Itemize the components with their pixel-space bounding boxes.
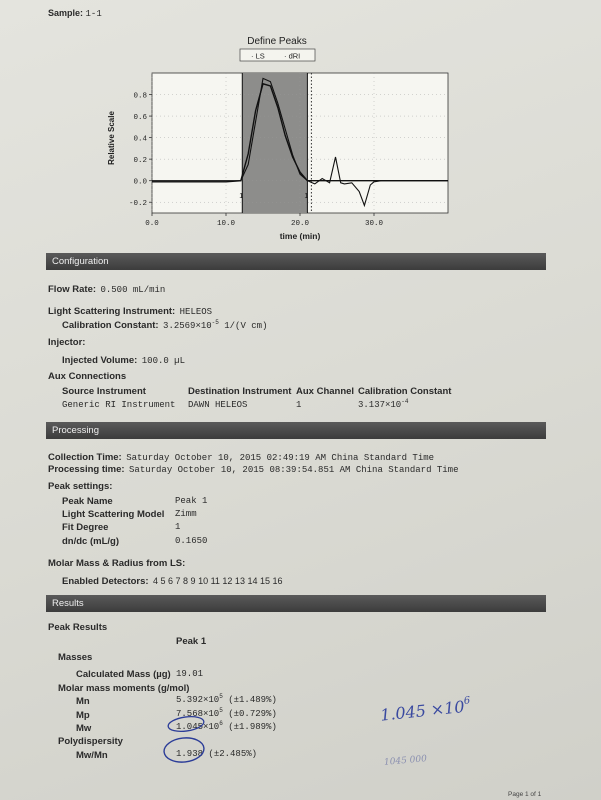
peak-results-label: Peak Results (48, 622, 108, 633)
setting-value: 0.1650 (175, 536, 208, 546)
peak-marker-label: 1 (304, 192, 309, 200)
x-tick-label: 30.0 (364, 220, 384, 228)
mw-mn-error: (±2.485%) (208, 749, 258, 759)
page-number: Page 1 of 1 (508, 791, 542, 798)
peak-marker-label: 1 (239, 192, 244, 200)
injected-volume-row (62, 350, 185, 368)
x-tick-label: 20.0 (290, 220, 310, 228)
y-tick-label: 0.0 (133, 178, 147, 187)
injected-volume-value: 100.0 µL (141, 356, 185, 366)
moment-key: Mp (76, 710, 90, 721)
collection-time-label: Collection Time: (48, 452, 122, 463)
setting-key: Light Scattering Model (62, 509, 165, 520)
setting-key: Peak Name (62, 496, 113, 507)
aux-header-destination: Destination Instrument (188, 386, 292, 397)
peak-settings-label: Peak settings: (48, 481, 113, 492)
processing-time-row (48, 459, 458, 477)
moment-key: Mw (76, 723, 92, 734)
molar-moments-label: Molar mass moments (g/mol) (58, 683, 190, 694)
x-tick-label: 0.0 (145, 220, 159, 228)
y-tick-label: 0.2 (133, 157, 147, 166)
setting-value: Peak 1 (175, 496, 208, 506)
aux-destination-value: DAWN HELEOS (188, 400, 248, 410)
molar-mass-label: Molar Mass & Radius from LS: (48, 558, 186, 569)
flow-rate-value: 0.500 mL/min (100, 285, 166, 295)
aux-connections-label: Aux Connections (48, 371, 127, 382)
handwritten-note-faint: 1045 000 (383, 754, 428, 768)
sample-header (48, 8, 102, 19)
calibration-constant-label: Calibration Constant: (62, 320, 159, 331)
legend-ls: · LS (251, 51, 265, 61)
aux-header-calibration: Calibration Constant (358, 386, 452, 397)
masses-label: Masses (58, 652, 93, 663)
y-tick-label: -0.2 (128, 200, 147, 209)
moment-value: $5.392\times 10^5$ (±1.489%) (176, 693, 277, 705)
y-tick-label: 0.4 (133, 135, 147, 144)
collection-time-value: Saturday October 10, 2015 02:49:19 AM China Standard Time (126, 453, 435, 463)
processing-time-value: Saturday October 10, 2015 08:39:54.851 AM China Standard Time (129, 465, 459, 475)
moment-value: $1.045\times 10^6$ (±1.989%) (176, 720, 277, 732)
flow-rate-label: Flow Rate: (48, 284, 97, 295)
aux-channel-value: 1 (296, 400, 302, 410)
y-axis-label: Relative Scale (107, 111, 116, 165)
calibration-constant-mantissa: 3.2569×10 (163, 321, 212, 331)
handwritten-note-mw: $1.045 \times 10^6$ (379, 695, 471, 725)
injector-label: Injector: (48, 337, 86, 348)
y-tick-label: 0.8 (133, 92, 147, 101)
enabled-detectors-row (62, 571, 282, 589)
calculated-mass-label: Calculated Mass (µg) (76, 669, 171, 680)
aux-header-source: Source Instrument (62, 386, 146, 397)
moment-key: Mn (76, 696, 90, 707)
polydispersity-label: Polydispersity (58, 736, 123, 747)
calibration-constant-exponent: -5 (211, 319, 219, 326)
moment-value: $7.568\times 10^5$ (±0.729%) (176, 707, 277, 719)
sample-value: 1-1 (85, 9, 102, 19)
configuration-header: Configuration (46, 253, 546, 270)
aux-calibration-value: $3.137\times 10^{-4}$ (358, 398, 409, 410)
x-axis-label: time (min) (279, 231, 321, 241)
ls-instrument-value: HELEOS (179, 307, 213, 317)
chart-title: Define Peaks (247, 36, 307, 47)
define-peaks-chart (100, 28, 460, 248)
results-header: Results (46, 595, 546, 612)
ls-instrument-label: Light Scattering Instrument: (48, 306, 176, 317)
setting-key: dn/dc (mL/g) (62, 536, 119, 547)
aux-header-channel: Aux Channel (296, 386, 355, 397)
flow-rate-row (48, 279, 165, 297)
y-tick-label: 0.6 (133, 114, 147, 123)
mw-mn-number: 1.938 (176, 749, 204, 759)
aux-source-value: Generic RI Instrument (62, 400, 176, 410)
sample-label: Sample: (48, 8, 84, 18)
x-tick-label: 10.0 (216, 220, 236, 228)
enabled-detectors-value: 4 5 6 7 8 9 10 11 12 13 14 15 16 (153, 576, 283, 586)
legend-dri: · dRI (284, 51, 301, 61)
calculated-mass-value: 19.01 (176, 669, 204, 679)
enabled-detectors-label: Enabled Detectors: (62, 576, 149, 587)
mw-mn-label: Mw/Mn (76, 750, 108, 761)
plot-area (129, 73, 448, 228)
setting-key: Fit Degree (62, 522, 109, 533)
calibration-constant-unit: 1/(V cm) (218, 321, 268, 331)
setting-value: Zimm (175, 509, 197, 519)
setting-value: 1 (175, 522, 181, 532)
processing-header: Processing (46, 422, 546, 439)
injected-volume-label: Injected Volume: (62, 355, 138, 366)
calibration-constant-row (62, 315, 267, 333)
pen-circle-annotations (160, 712, 230, 772)
processing-time-label: Processing time: (48, 464, 125, 475)
peak-column-header: Peak 1 (176, 636, 207, 647)
